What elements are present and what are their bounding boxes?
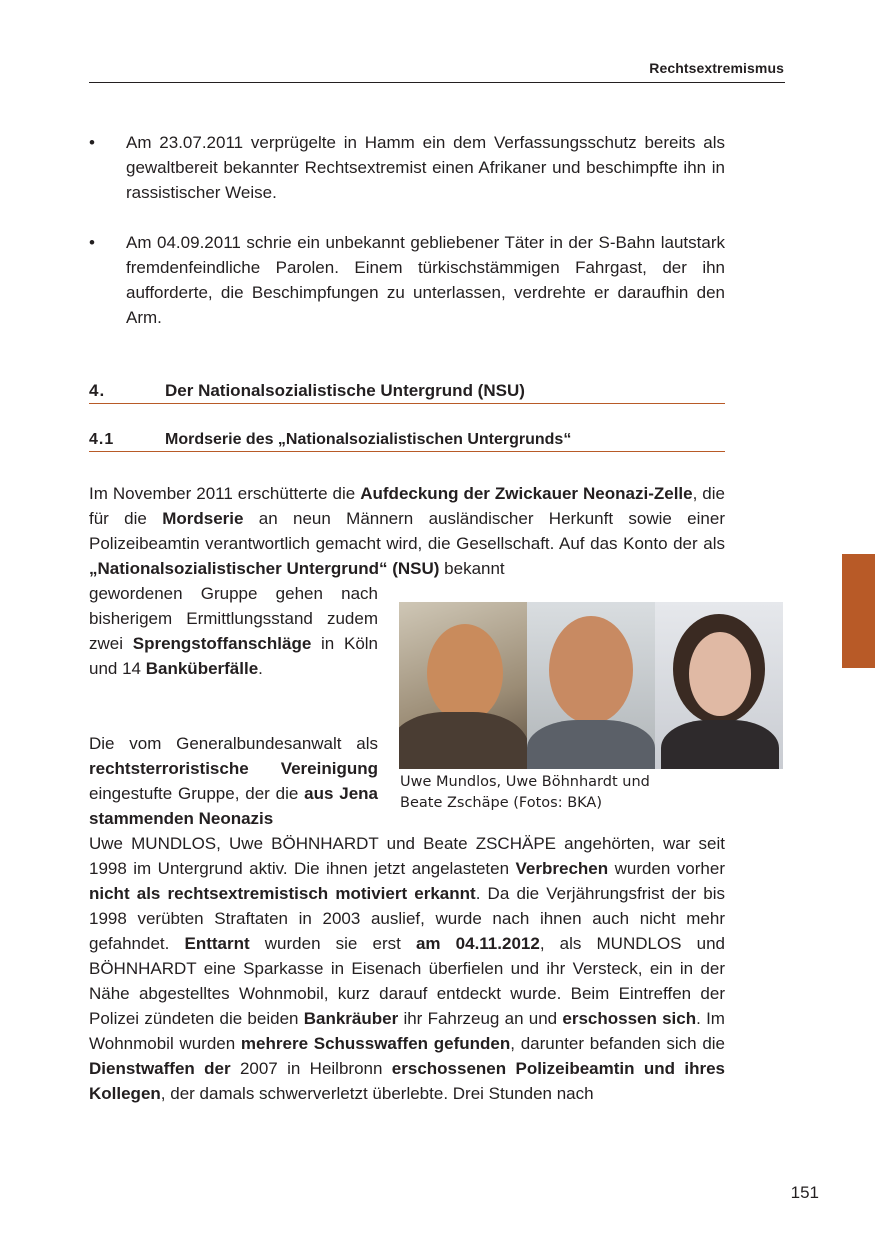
subsection-heading (89, 431, 725, 452)
section-heading (89, 381, 725, 404)
caption-line: Uwe Mundlos, Uwe Böhnhardt und (400, 774, 650, 790)
bullet-marker: • (89, 133, 95, 152)
text-run: 2007 in Heilbronn (230, 1059, 392, 1078)
bullet-item (89, 230, 725, 330)
text-run: ihr Fahrzeug an und (398, 1009, 563, 1028)
bold-run: mehrere Schusswaffen gefunden (240, 1034, 511, 1053)
text-run: an neun Männern ausländischer Herkunft sowie einer Polizeibeamtin verantwortlich gemacht wird, die Gesellschaft. Auf das Konto der als (89, 509, 725, 553)
header-rule (89, 82, 785, 83)
bullet-item (89, 130, 725, 205)
portrait-zschaepe (655, 602, 783, 769)
shoulders-shape (527, 720, 655, 769)
subsection-title: Mordserie des „Nationalsozialistischen Untergrunds“ (165, 431, 572, 448)
bold-run: aus Jena stammenden Neonazis (89, 784, 379, 828)
text-run: . Im Wohnmobil wurden (89, 1009, 725, 1053)
text-run: Die vom Generalbundesanwalt als (89, 734, 378, 753)
paragraph-wrap-1 (89, 581, 378, 681)
text-run: . Da die Verjährungsfrist der bis 1998 verübten Straftaten in 2003 auslief, wurde nach ihnen auch nicht mehr gefahndet. (89, 884, 725, 953)
bullet-text: Am 04.09.2011 schrie ein unbekannt gebliebener Täter in der S-Bahn lautstark fremdenfeindliche Parolen. Einem türkischstämmigen Fahrgast, der ihn aufforderte, die Beschimpfungen zu unterlassen, verdrehte er daraufhin den Arm. (126, 233, 725, 327)
text-run: . (258, 659, 263, 678)
text-run: bekannt (439, 559, 505, 578)
text-run: Im November 2011 erschütterte die (89, 484, 361, 503)
portrait-mundlos (399, 602, 527, 769)
chapter-side-tab (842, 554, 875, 668)
portrait-boehnhardt (527, 602, 655, 769)
paragraph-main (89, 831, 725, 1106)
bold-run: Aufdeckung der Zwickauer Neonazi-Zelle (360, 484, 693, 503)
paragraph-intro (89, 481, 725, 581)
bold-run: Enttarnt (184, 934, 250, 953)
bold-run: Mordserie (162, 509, 244, 528)
subsection-number: 4.1 (89, 431, 115, 448)
face-shape (549, 616, 633, 724)
bold-run: „Nationalsozialistischer Untergrund“ (NSU) (89, 559, 440, 578)
suspects-photo (399, 602, 783, 769)
text-run: , als MUNDLOS und BÖHNHARDT eine Sparkasse in Eisenach überfielen und ihr Versteck, ein in der Nähe abgestelltes Wohnmobil, kurz darauf entdeckt wurde. Beim Eintreffen der Polizei zündeten die beiden (89, 934, 725, 1028)
section-number: 4. (89, 381, 106, 400)
caption-line: Beate Zschäpe (Fotos: BKA) (400, 795, 602, 811)
bold-run: Sprengstoffanschläge (132, 634, 312, 653)
bullet-marker: • (89, 233, 95, 252)
shoulders-shape (661, 720, 779, 769)
page-number: 151 (790, 1183, 819, 1202)
text-run: wurden vorher (608, 859, 725, 878)
text-run: gewordenen Gruppe gehen nach bisherigem Ermittlungsstand zudem zwei (89, 584, 378, 653)
text-run: , die für die (89, 484, 725, 528)
running-header: Rechtsextremismus (649, 60, 784, 76)
bold-run: erschossenen Polizeibeamtin und ihres Kollegen (89, 1059, 725, 1103)
bullet-list (89, 130, 725, 355)
bold-run: Verbrechen (515, 859, 609, 878)
bold-run: nicht als rechtsextremistisch motiviert erkannt (89, 884, 476, 903)
text-run: in Köln und 14 (89, 634, 379, 678)
text-run: eingestufte Gruppe, der die (89, 784, 305, 803)
section-title: Der Nationalsozialistische Untergrund (NSU) (165, 381, 525, 400)
face-shape (689, 632, 751, 716)
bullet-text: Am 23.07.2011 verprügelte in Hamm ein dem Verfassungsschutz bereits als gewaltbereit bekannter Rechtsextremist einen Afrikaner und beschimpfte ihn in rassistischer Weise. (126, 133, 725, 202)
shoulders-shape (399, 712, 527, 769)
bold-run: rechtsterroristische Vereinigung (89, 759, 378, 778)
bold-run: Banküberfälle (145, 659, 259, 678)
text-run: wurden sie erst (249, 934, 416, 953)
bold-run: Bankräuber (303, 1009, 399, 1028)
bold-run: Dienstwaffen der (89, 1059, 231, 1078)
photo-caption (400, 772, 720, 814)
text-run: Uwe MUNDLOS, Uwe BÖHNHARDT und Beate ZSCHÄPE angehörten, war seit 1998 im Untergrund aktiv. Die ihnen jetzt angelasteten (89, 834, 725, 878)
text-run: , der damals schwerverletzt überlebte. Drei Stunden nach (160, 1084, 594, 1103)
text-run: , darunter befanden sich die (510, 1034, 725, 1053)
bold-run: erschossen sich (562, 1009, 697, 1028)
face-shape (427, 624, 503, 722)
bold-run: am 04.11.2012 (415, 934, 540, 953)
paragraph-wrap-2 (89, 731, 378, 831)
